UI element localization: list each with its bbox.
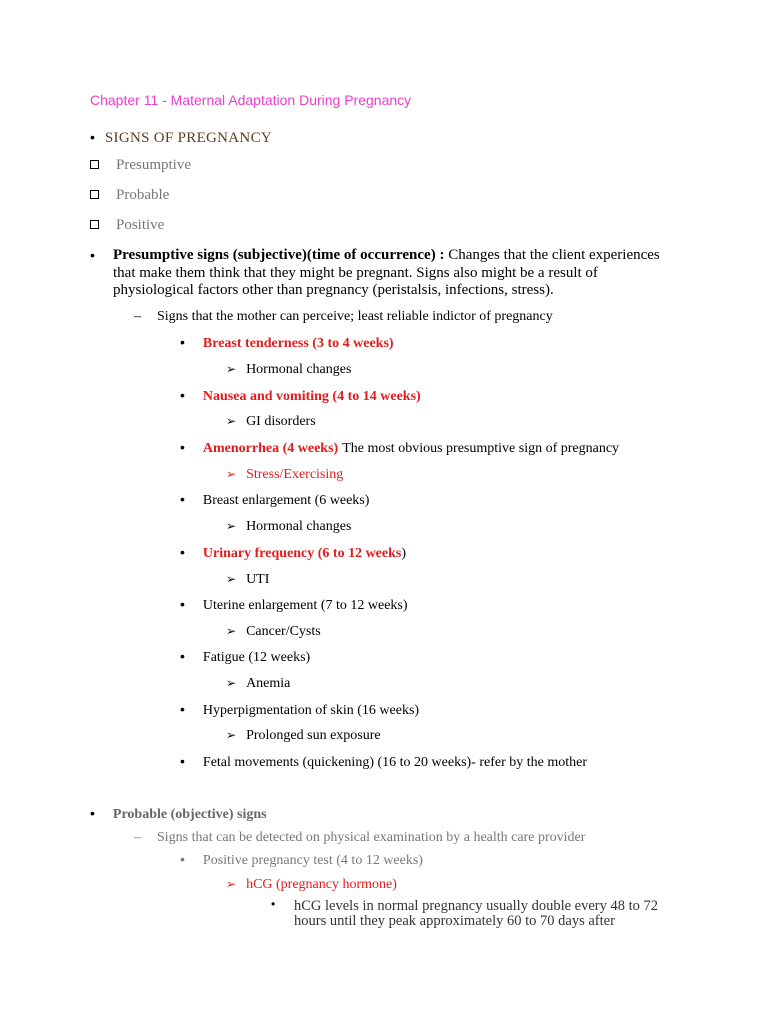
checklist-item-probable [90,186,169,204]
sub-label: Stress/Exercising [246,467,344,482]
list-item [180,491,369,509]
arrow-right-icon: ➢ [226,877,237,891]
list-sub-item [226,726,381,744]
probable-sub-text: Signs that can be detected on physical examination by a health care provider [157,830,586,845]
arrow-right-icon: ➢ [226,676,237,690]
signs-heading-row [90,129,272,147]
item-label: Breast enlargement (6 weeks) [202,493,370,508]
item-label: Urinary frequency (6 to 12 weeks [202,546,402,561]
presumptive-description: Changes that the client experiences that make them think that they might be pregnant. Signs also might be a result of physiological factors other than pregnancy (peristalsis, infections, stress). [113,247,660,298]
dash-icon: – [134,830,141,845]
list-item [180,648,310,666]
item-label: Fatigue (12 weeks) [202,650,311,665]
list-item [180,701,419,719]
list-item [180,596,408,614]
checklist-item-positive [90,216,164,234]
bullet-icon: • [90,247,95,263]
list-item [180,544,406,562]
presumptive-heading: Presumptive signs (subjective)(time of occurrence) : [113,247,445,263]
bullet-icon: • [90,805,95,821]
arrow-right-icon: ➢ [226,519,237,533]
list-sub-item [226,465,343,483]
checkbox-square-icon [90,160,99,169]
bullet-icon: • [180,851,185,867]
checklist-label: Probable [116,187,170,203]
bullet-icon: • [180,753,185,769]
list-sub-item [226,674,290,692]
arrow-right-icon: ➢ [226,362,237,376]
bullet-icon: • [180,701,185,717]
page-title: Chapter 11 - Maternal Adaptation During Pregnancy [90,92,412,108]
item-label: Amenorrhea (4 weeks) [202,441,339,456]
sub-label: GI disorders [246,414,316,429]
presumptive-sub-row [134,307,553,325]
item-label: Fetal movements (quickening) (16 to 20 weeks)- refer by the mother [202,755,588,770]
bullet-icon: • [180,544,185,560]
arrow-right-icon: ➢ [226,414,237,428]
probable-heading: Probable (objective) signs [112,807,267,822]
list-item [180,753,587,771]
list-sub-item [226,412,316,430]
item-label: Uterine enlargement (7 to 12 weeks) [202,598,408,613]
bullet-icon: • [90,129,95,145]
sub-label: Cancer/Cysts [246,624,321,639]
arrow-right-icon: ➢ [226,624,237,638]
list-sub-item [226,622,321,640]
list-sub-item [226,570,269,588]
bullet-icon: • [180,334,185,350]
list-item [180,851,423,869]
sub-label: hCG (pregnancy hormone) [246,877,397,892]
bullet-icon: • [180,648,185,664]
sub-label: Hormonal changes [246,519,352,534]
signs-heading: SIGNS OF PREGNANCY [104,130,273,146]
sub-label: Anemia [246,676,291,691]
item-label: Hyperpigmentation of skin (16 weeks) [202,703,420,718]
list-item [180,439,619,457]
checklist-label: Positive [116,217,165,233]
bullet-icon: • [180,596,185,612]
list-sub-item [226,517,351,535]
item-close-paren: ) [401,546,407,561]
bullet-icon: • [180,491,185,507]
list-item [180,334,394,352]
sub-label: UTI [246,572,270,587]
arrow-right-icon: ➢ [226,467,237,481]
presumptive-paragraph [113,247,673,300]
hcg-detail-text: hCG levels in normal pregnancy usually double every 48 to 72 hours until they peak approximately 60 to 70 days after [294,898,659,929]
arrow-right-icon: ➢ [226,728,237,742]
bullet-icon: • [180,387,185,403]
sub-label: Prolonged sun exposure [246,728,381,743]
probable-heading-row [90,805,267,823]
item-extra: The most obvious presumptive sign of pregnancy [342,441,620,456]
item-label: Positive pregnancy test (4 to 12 weeks) [202,853,423,868]
checkbox-square-icon [90,190,99,199]
checklist-item-presumptive [90,156,191,174]
arrow-right-icon: ➢ [226,572,237,586]
checkbox-square-icon [90,220,99,229]
presumptive-sub-text: Signs that the mother can perceive; least reliable indictor of pregnancy [157,309,553,324]
list-sub-item [226,360,351,378]
list-item [180,387,421,405]
bullet-icon: • [271,897,276,911]
sub-label: Hormonal changes [246,362,352,377]
checklist-label: Presumptive [116,157,191,173]
dash-icon: – [134,309,141,324]
bullet-icon: • [180,439,185,455]
probable-sub-row [134,828,585,846]
item-label: Nausea and vomiting (4 to 14 weeks) [202,389,421,404]
item-label: Breast tenderness (3 to 4 weeks) [202,336,394,351]
list-sub-item [226,875,397,893]
